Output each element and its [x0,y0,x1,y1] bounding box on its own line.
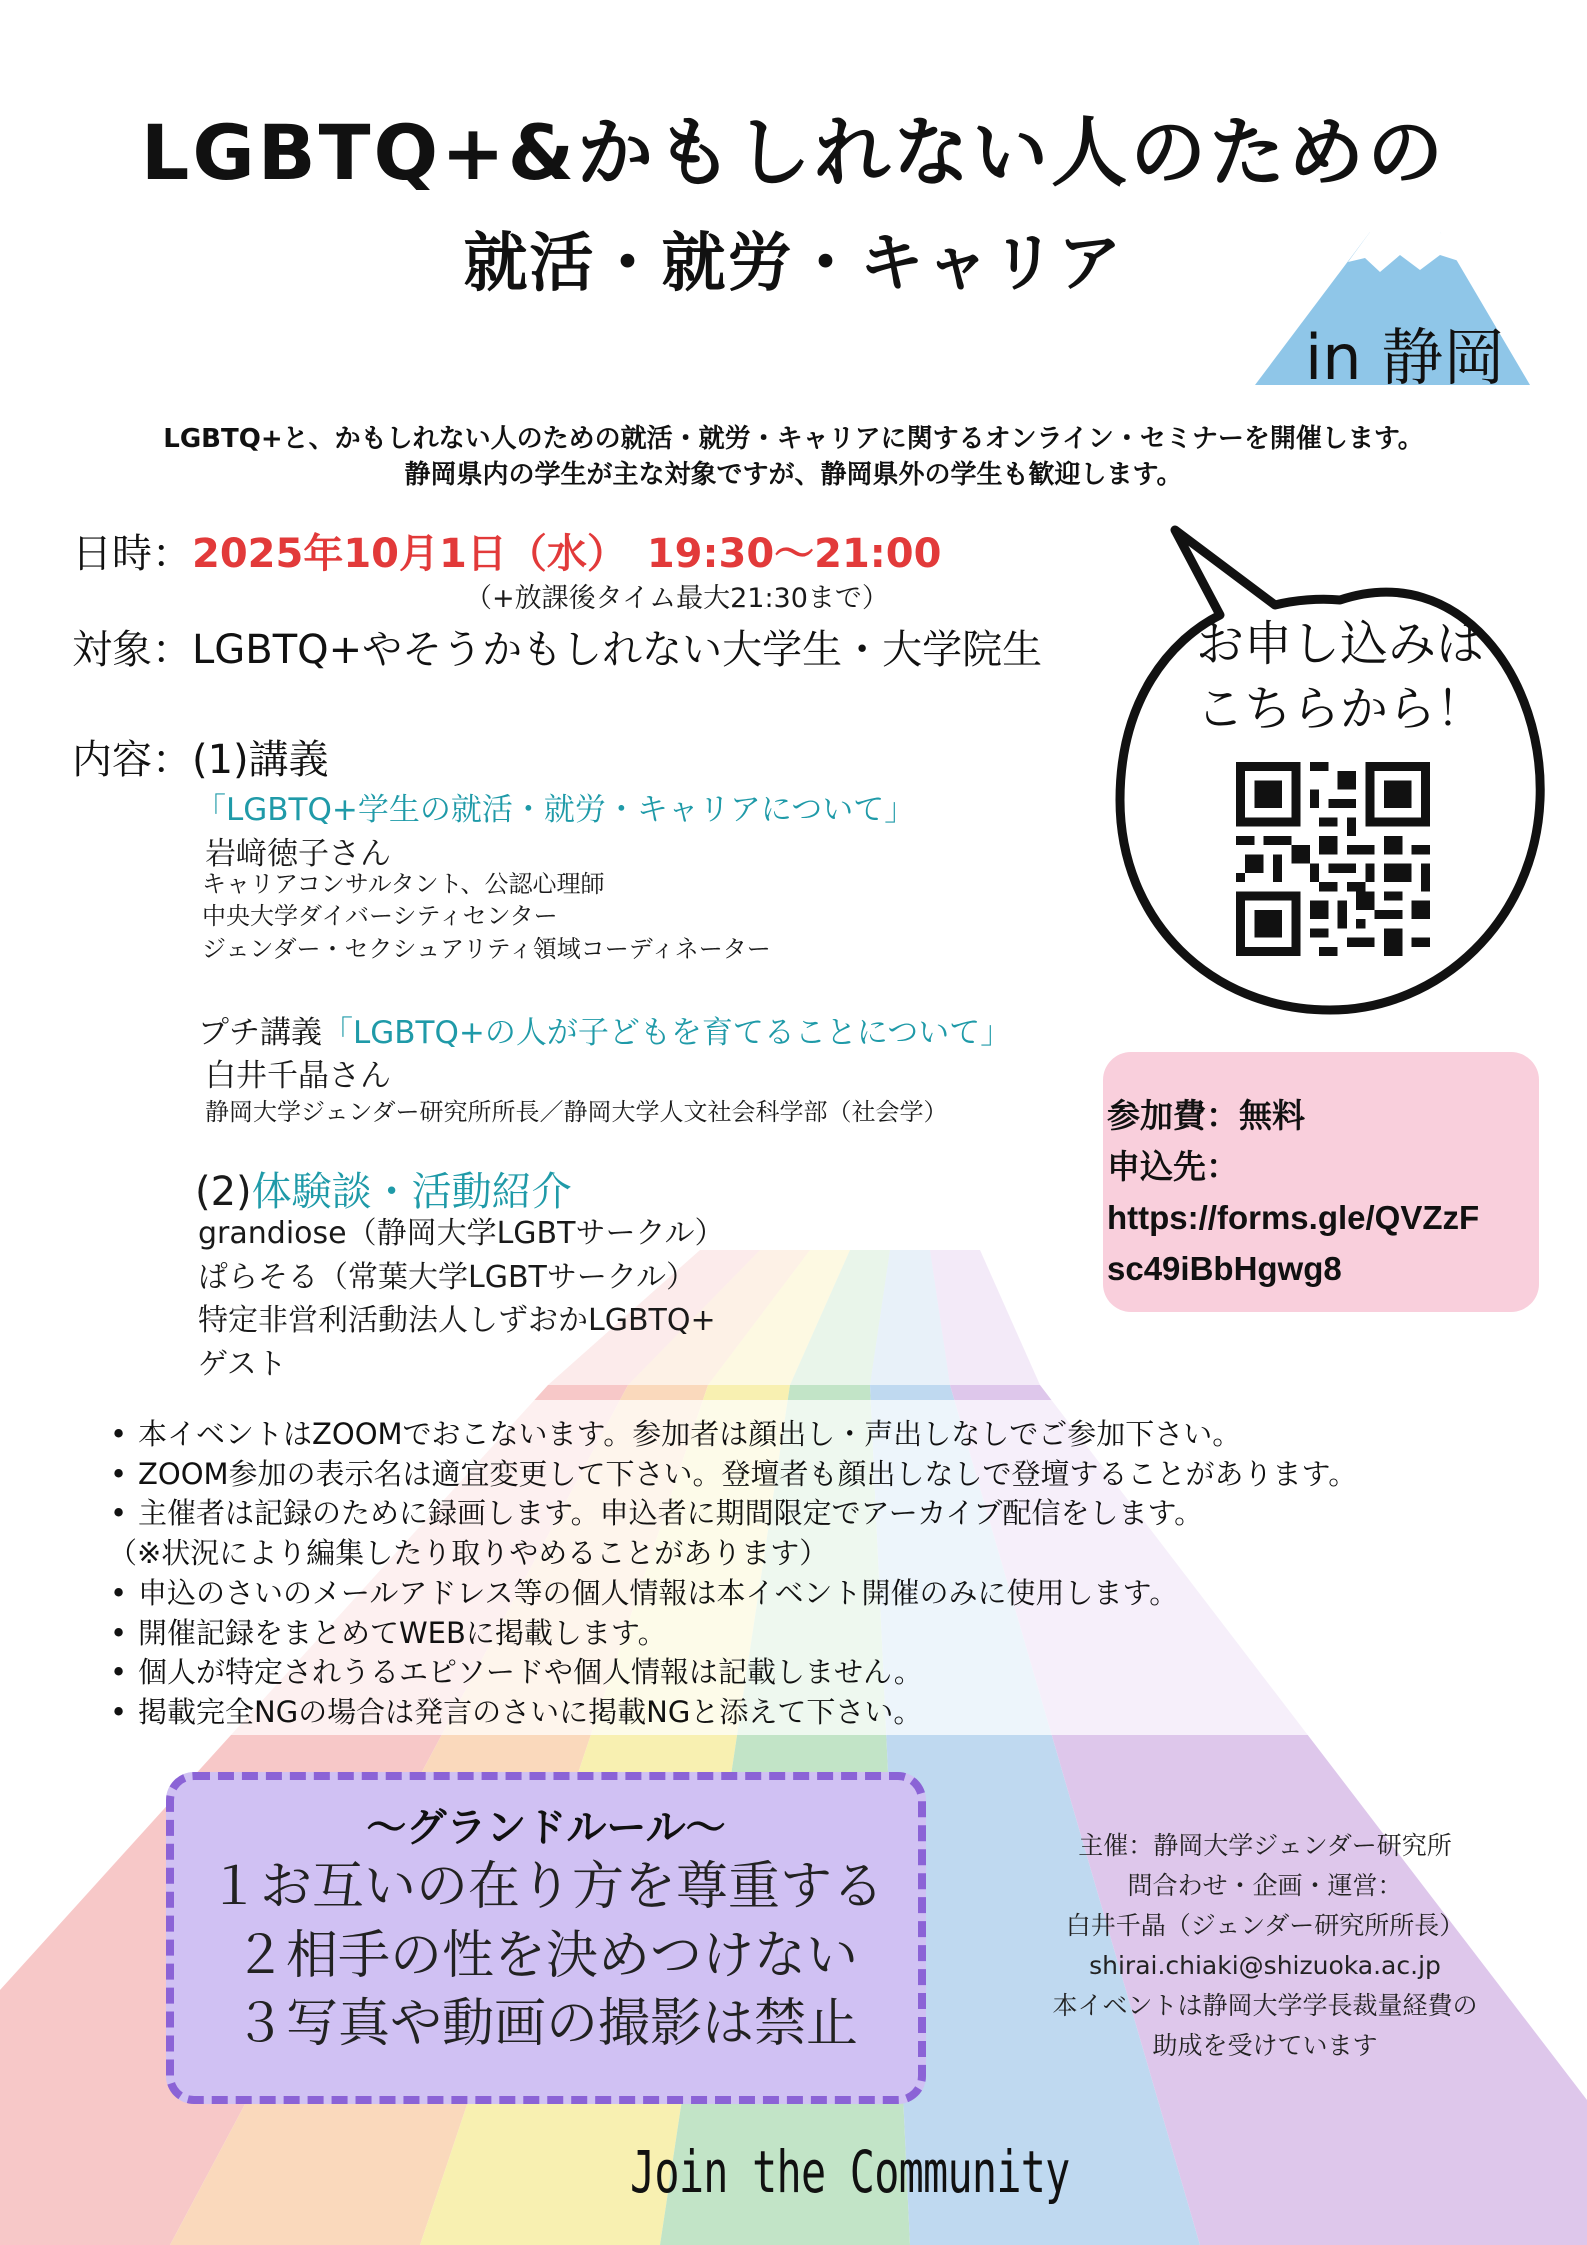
location-label: in 静岡 [1305,321,1506,394]
list-item: grandiose（静岡大学LGBTサークル） [198,1216,725,1251]
experience-heading: 体験談・活動紹介 [251,1169,572,1215]
lecturer-role: ジェンダー・セクシュアリティ領域コーディネーター [202,934,771,963]
apply-bubble-text [1120,612,1560,742]
organizer-line: 本イベントは静岡大学学長裁量経費の [1052,1991,1478,2020]
target-value: LGBTQ+やそうかもしれない大学生・大学院生 [192,627,1043,673]
content-row [72,728,329,785]
note-item: • ZOOM参加の表示名は適宜変更して下さい。登壇者も顔出しなしで登壇することがあります。 [110,1455,1530,1495]
mini-lecture-row [198,1007,1011,1052]
mini-lecturer-name: 白井千晶さん [205,1058,391,1094]
apply-url-line-1[interactable]: https://forms.gle/QVZzF [1107,1199,1480,1237]
page-title: LGBTQ+&かもしれない人のための [140,108,1447,197]
fee-info-box [1103,1052,1539,1312]
apply-line-1: お申し込みは [1195,616,1484,672]
intro-line-2: 静岡県内の学生が主な対象ですが、静岡県外の学生も歓迎します。 [404,460,1183,490]
notes-list [110,1415,1530,1733]
experience-heading-row [195,1160,572,1217]
mini-lecturer-role: 静岡大学ジェンダー研究所所長／静岡大学人文社会科学部（社会学） [205,1098,948,1126]
lecturer-role: 中央大学ダイバーシティセンター [202,902,558,931]
list-item: ゲスト [198,1346,287,1382]
note-item: • 個人が特定されうるエピソードや個人情報は記載しません。 [110,1653,1530,1693]
organizer-line: 白井千晶（ジェンダー研究所所長） [1065,1911,1465,1940]
lecturer-role: キャリアコンサルタント、公認心理師 [202,870,605,898]
datetime-row [72,522,941,579]
ground-rule-item: １お互いの在り方を尊重する [207,1857,884,1917]
lecture-title: 「LGBTQ+学生の就活・就労・キャリアについて」 [195,792,916,828]
fee-text: 参加費：無料 [1107,1097,1305,1134]
datetime-label: 日時： [72,531,192,577]
qr-code-icon[interactable] [1236,762,1430,956]
note-item: • 掲載完全NGの場合は発言のさいに掲載NGと添えて下さい。 [110,1693,1530,1733]
target-label: 対象： [72,627,192,673]
apply-line-2: こちらから！ [1195,680,1484,737]
organizer-line: 主催：静岡大学ジェンダー研究所 [1078,1831,1452,1860]
organizer-email[interactable]: shirai.chiaki@shizuoka.ac.jp [1089,1951,1441,1980]
datetime-note: （+放課後タイム最大21:30まで） [465,583,889,614]
ground-rule-item: ２相手の性を決めつけない [233,1925,858,1986]
datetime-value: 2025年10月1日（水） 19:30～21:00 [192,531,942,577]
note-item: • 本イベントはZOOMでおこないます。参加者は顔出し・声出しなしでご参加下さい。 [110,1415,1530,1455]
tagline: Join the Community [630,2138,1070,2206]
list-item: ぱらそる（常葉大学LGBTサークル） [198,1259,696,1295]
mini-lecture-prefix: プチ講義 [198,1015,322,1051]
note-item: • 申込のさいのメールアドレス等の個人情報は本イベント開催のみに使用します。 [110,1574,1530,1614]
intro-line-1: LGBTQ+と、かもしれない人のための就活・就労・キャリアに関するオンライン・セミナーを開催します。 [163,424,1424,454]
experience-list [198,1212,725,1386]
note-item: （※状況により編集したり取りやめることがあります） [108,1536,829,1571]
list-item: 特定非営利活動法人しずおかLGBTQ+ [198,1303,716,1338]
note-item: • 主催者は記録のために録画します。申込者に期間限定でアーカイブ配信をします。 [110,1494,1530,1534]
organizer-info [1045,1826,1485,2066]
lecturer-roles [202,868,771,965]
apply-label: 申込先： [1107,1148,1239,1186]
lecture-heading: (1)講義 [192,737,329,783]
organizer-line: 助成を受けています [1152,2031,1378,2060]
page-subtitle: 就活・就労・キャリア [463,227,1124,301]
mini-lecture-title: 「LGBTQ+の人が子どもを育てることについて」 [322,1015,1012,1051]
target-row [72,618,1042,675]
note-item: • 開催記録をまとめてWEBに掲載します。 [110,1614,1530,1654]
content-label: 内容： [72,737,192,783]
ground-rule-item: ３写真や動画の撮影は禁止 [233,1994,858,2055]
lecturer-name: 岩﨑徳子さん [205,836,391,872]
ground-rules-box [166,1772,926,2104]
ground-rules-heading: ～グランドルール～ [366,1805,726,1851]
apply-url-line-2[interactable]: sc49iBbHgwg8 [1107,1250,1342,1288]
experience-prefix: (2) [195,1169,252,1215]
organizer-line: 問合わせ・企画・運営： [1127,1871,1403,1900]
